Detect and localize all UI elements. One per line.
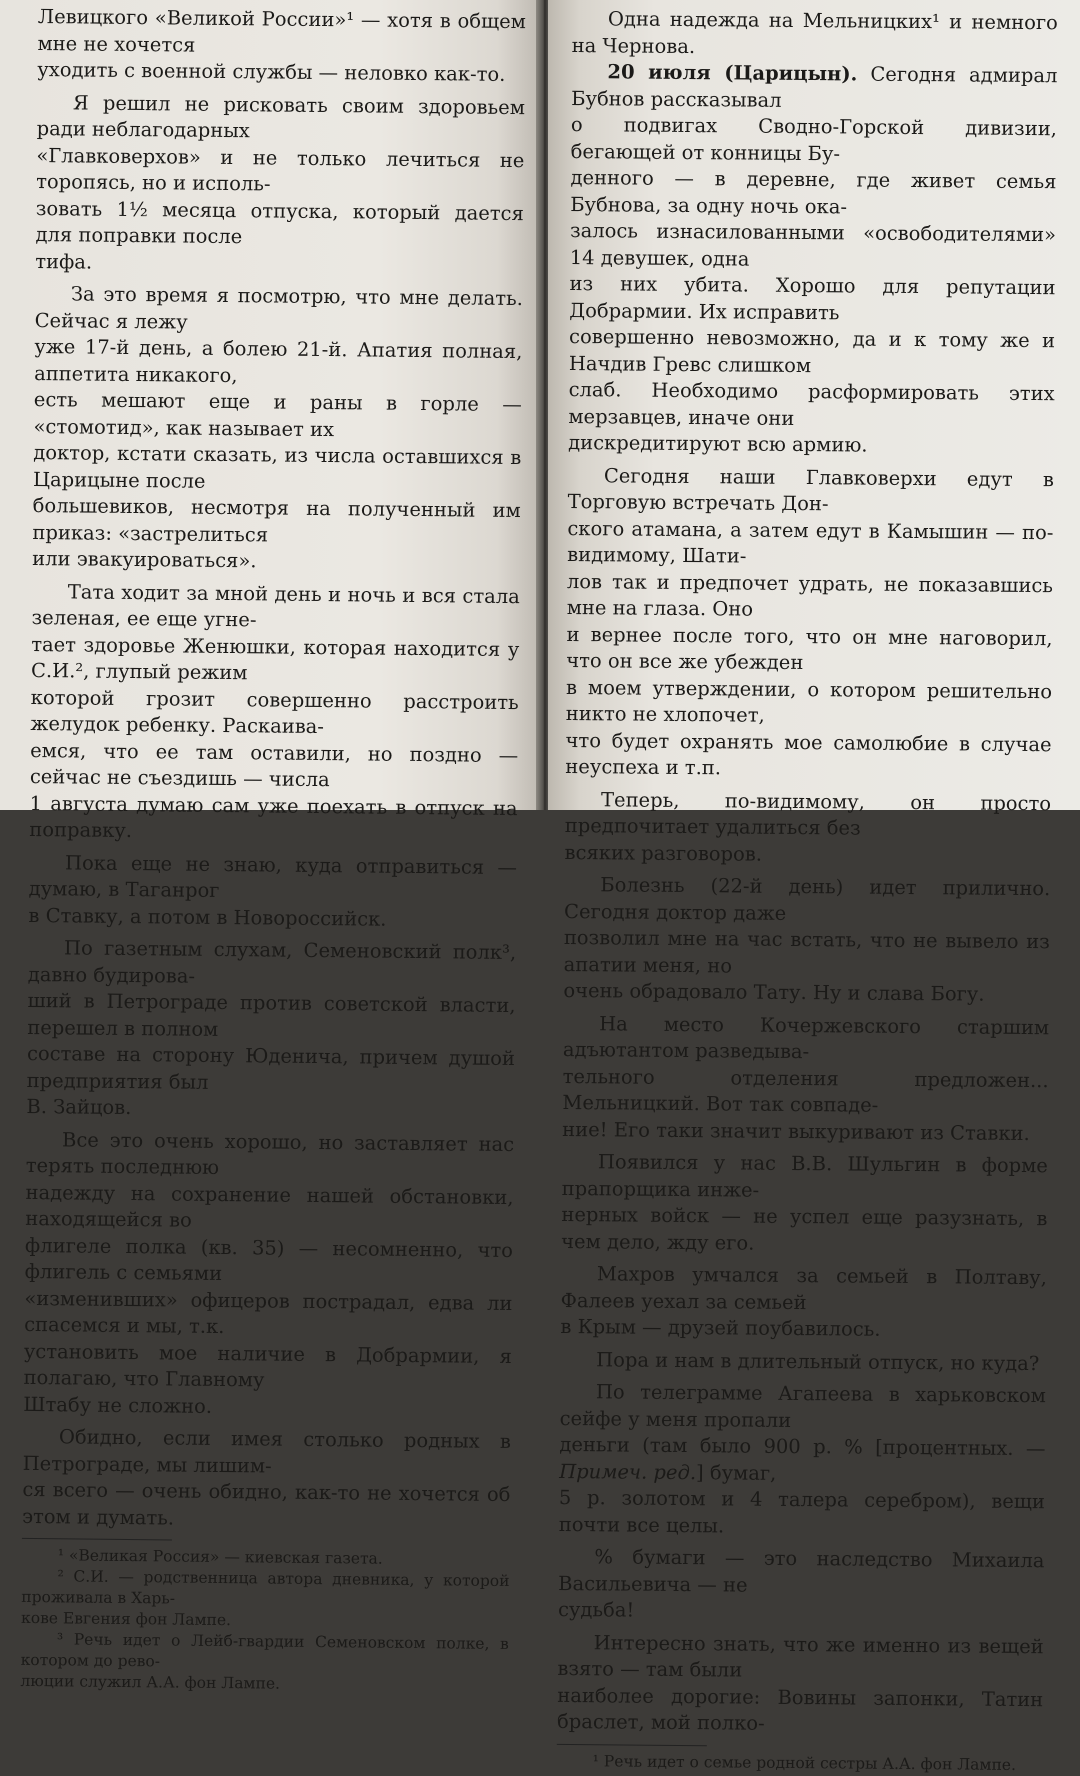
text-line: доктор, кстати сказать, из числа оставшихся в Царицыне после	[32, 440, 522, 493]
text-line: и вернее после того, что он мне наговорил, что он все же убежден	[566, 622, 1053, 675]
footnote: ³ Речь идет о Лейб-гвардии Семеновском полке, в котором до рево-	[20, 1630, 509, 1671]
text-line: По телеграмме Агапеева в харьковском сейфе у меня пропали	[559, 1380, 1046, 1432]
text-line: Пока еще не знаю, куда отправиться — думаю, в Таганрог	[28, 850, 518, 902]
text-line: В. Зайцов.	[26, 1094, 132, 1120]
text-fragment: Сегодня адмирал Бубнов рассказывал	[571, 62, 1058, 112]
text-line: есть мешают еще и раны в горле — «стомотид», как называет их	[33, 387, 522, 441]
text-line: всяких разговоров.	[564, 840, 763, 866]
text-line: что будет охранять мое самолюбие в случае неуспеха и т.п.	[565, 728, 1052, 780]
text-line: Тата ходит за мной день и ночь и вся стала зеленая, ее еще угне-	[31, 579, 520, 632]
text-line	[571, 59, 1057, 116]
text-line: совершенно невозможно, да и к тому же и Начдив Гревс слишком	[568, 324, 1056, 377]
text-line: «изменивших» офицеров пострадал, едва ли спасемся и мы, т.к.	[24, 1286, 513, 1339]
footnote: люции служил А.А. фон Лампе.	[20, 1671, 281, 1693]
text-line: 5 р. золотом и 4 талера серебром), вещи почти все целы.	[558, 1485, 1046, 1537]
diary-date-heading: 20 июля (Царицын).	[607, 60, 858, 86]
text-line: ший в Петрограде против советской власти, перешел в полном	[27, 988, 516, 1041]
text-line: Левицкого «Великой России»¹ — хотя в общем мне не хочется	[37, 4, 526, 57]
text-line: Обидно, если имея столько родных в Петрограде, мы лишим-	[22, 1425, 512, 1478]
text-line: надежду на сохранение нашей обстановки, находящейся во	[25, 1180, 514, 1232]
text-line: установить мое наличие в Добрармии, я полагаю, что Главному	[23, 1339, 512, 1392]
text-line: 1 августа думаю сам уже поехать в отпуск на поправку.	[29, 791, 518, 843]
text-line: залось изнасилованными «освободителями» 14 девушек, одна	[569, 218, 1057, 271]
text-line: дискредитируют всю армию.	[568, 430, 868, 457]
text-line: На место Кочержевского старшим адъютантом разведыва-	[562, 1011, 1050, 1064]
text-line: «Главковерхов» и не только лечиться не торопясь, но и исполь-	[36, 143, 525, 196]
text-line: ние! Его таки значит выкуривают из Ставки.	[562, 1117, 1030, 1145]
text-line: в Ставку, а потом в Новороссийск.	[28, 903, 387, 931]
text-line: уходить с военной службы — неловко как-то.	[37, 57, 506, 86]
text-line: Сегодня наши Главковерхи едут в Торговую встречать Дон-	[567, 463, 1054, 516]
text-line: зовать 1½ месяца отпуска, который дается для поправки после	[35, 196, 524, 249]
text-line	[559, 1432, 1045, 1489]
right-text-column	[557, 6, 1058, 1776]
left-page	[0, 0, 540, 1693]
text-fragment: деньги (там было 900 р. % [процентных. —	[559, 1432, 1046, 1461]
text-line: денного — в деревне, где живет семья Бубнова, за одну ночь ока-	[570, 165, 1057, 218]
text-line: в Крым — друзей поубавилось.	[560, 1314, 881, 1341]
text-line: Я решил не рисковать своим здоровьем ради неблагодарных	[36, 90, 526, 143]
footnote: кове Евгения фон Лампе.	[21, 1608, 232, 1630]
text-line: о подвигах Сводно-Горской дивизии, бегающей от конницы Бу-	[570, 112, 1058, 165]
footnote-divider	[22, 1538, 172, 1541]
text-line: нерных войск — не успел еще разузнать, в чем дело, жду его.	[561, 1202, 1048, 1255]
left-text-column	[20, 4, 526, 1697]
text-line: очень обрадовало Тату. Ну и слава Богу.	[563, 978, 985, 1006]
text-line: уже 17-й день, а болею 21-й. Апатия полная, аппетита никакого,	[34, 334, 523, 387]
text-line: тифа.	[35, 249, 93, 274]
footnote: ² С.И. — родственница автора дневника, у которой проживала в Харь-	[21, 1567, 510, 1608]
text-line: Появился у нас В.В. Шульгин в форме прапорщика инже-	[561, 1150, 1048, 1202]
text-line: Все это очень хорошо, но заставляет нас терять последнюю	[25, 1127, 515, 1179]
footnote: ¹ «Великая Россия» — киевская газета.	[57, 1546, 383, 1568]
text-line: или эвакуироваться».	[32, 546, 257, 573]
text-line: Теперь, по-видимому, он просто предпочитает удалиться без	[564, 787, 1052, 840]
text-line: флигеле полка (кв. 35) — несомненно, что флигель с семьями	[24, 1233, 514, 1285]
text-line: По газетным слухам, Семеновский полк³, давно будирова-	[27, 936, 517, 988]
editor-note: Примеч. ред.	[559, 1459, 697, 1484]
text-line: составе на сторону Юденича, причем душой предприятия был	[26, 1041, 516, 1094]
text-fragment: ] бумаг,	[695, 1460, 777, 1485]
text-line: судьба!	[557, 1597, 635, 1622]
text-line: которой грозит совершенно расстроить желудок ребенку. Раскаива-	[30, 685, 519, 739]
text-line: Интересно знать, что же именно из вещей взято — там были	[557, 1630, 1044, 1682]
text-line: из них убита. Хорошо для репутации Добрармии. Их исправить	[569, 271, 1056, 324]
text-line: ся всего — очень обидно, как-то не хочется об этом и думать.	[22, 1477, 511, 1530]
text-line: наиболее дорогие: Вовины запонки, Татин браслет, мой полко-	[556, 1683, 1044, 1735]
text-line: в моем утверждении, о котором решительно никто не хлопочет,	[565, 675, 1053, 727]
text-line: За это время я посмотрю, что мне делать. Сейчас я лежу	[34, 282, 524, 334]
text-line: лов так и предпочет удрать, не показавшись мне на глаза. Оно	[566, 569, 1054, 621]
footnote: ¹ Речь идет о семье родной сестры А.А. фон Лампе.	[592, 1751, 1017, 1774]
text-line: емся, что ее там оставили, но поздно — сейчас не съездишь — числа	[29, 738, 519, 792]
text-line: Болезнь (22-й день) идет прилично. Сегодня доктор даже	[564, 873, 1051, 925]
text-line: слаб. Необходимо расформировать этих мерзавцев, иначе они	[568, 377, 1055, 430]
text-line: Одна надежда на Мельницких¹ и немного на Чернова.	[571, 7, 1058, 58]
text-line: позволил мне на час встать, что не вывело из апатии меня, но	[563, 925, 1050, 977]
text-line: Штабу не сложно.	[23, 1392, 213, 1418]
right-page	[548, 0, 1080, 1774]
footnote-divider	[557, 1743, 707, 1745]
text-line: тельного отделения предложен... Мельницкий. Вот так совпаде-	[562, 1064, 1049, 1117]
text-line: Пора и нам в длительный отпуск, но куда?	[596, 1347, 1040, 1375]
text-line: % бумаги — это наследство Михаила Васильевича — не	[558, 1545, 1045, 1597]
text-line: ского атамана, а затем едут в Камышин — по-видимому, Шати-	[567, 516, 1054, 568]
text-line: большевиков, несмотря на полученный им приказ: «застрелиться	[32, 493, 521, 546]
text-line: Махров умчался за семьей в Полтаву, Фалеев уехал за семьей	[560, 1262, 1048, 1314]
text-line: тает здоровье Женюшки, которая находится у С.И.², глупый режим	[30, 632, 520, 685]
